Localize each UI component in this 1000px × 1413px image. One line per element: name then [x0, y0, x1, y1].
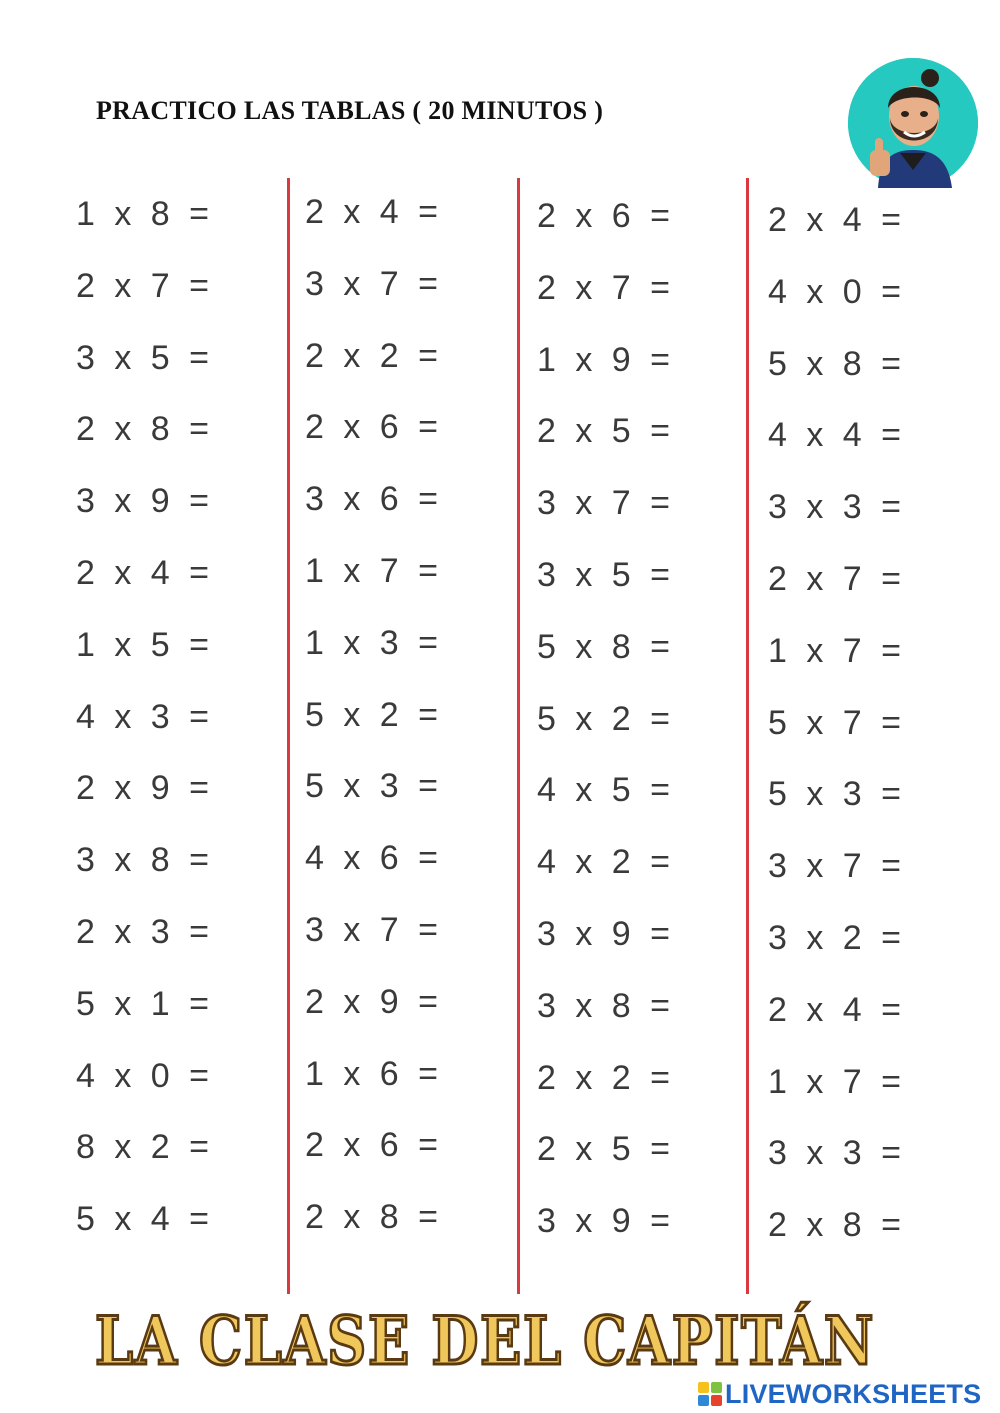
multiplication-problem: 1 x 7 = — [768, 1063, 907, 1101]
multiplication-problem: 4 x 5 = — [537, 771, 676, 809]
multiplication-problem: 1 x 3 = — [305, 624, 444, 662]
multiplication-problem: 3 x 7 = — [537, 484, 676, 522]
column-divider — [517, 178, 520, 1294]
multiplication-problem: 5 x 2 = — [537, 700, 676, 738]
multiplication-problem: 3 x 9 = — [76, 482, 215, 520]
multiplication-problem: 5 x 1 = — [76, 985, 215, 1023]
multiplication-problem: 2 x 6 = — [537, 197, 676, 235]
multiplication-problem: 2 x 4 = — [76, 554, 215, 592]
column-divider — [746, 178, 749, 1294]
liveworksheets-logo-icon — [698, 1382, 722, 1406]
multiplication-problem: 4 x 0 = — [76, 1057, 215, 1095]
multiplication-problem: 3 x 7 = — [305, 265, 444, 303]
multiplication-problem: 5 x 4 = — [76, 1200, 215, 1238]
multiplication-problem: 2 x 4 = — [305, 193, 444, 231]
multiplication-problem: 2 x 6 = — [305, 1126, 444, 1164]
multiplication-problem: 3 x 8 = — [76, 841, 215, 879]
multiplication-problem: 4 x 6 = — [305, 839, 444, 877]
multiplication-problem: 2 x 5 = — [537, 1130, 676, 1168]
multiplication-problem: 3 x 5 = — [537, 556, 676, 594]
multiplication-problem: 3 x 5 = — [76, 339, 215, 377]
multiplication-problem: 3 x 6 = — [305, 480, 444, 518]
multiplication-problem: 2 x 8 = — [305, 1198, 444, 1236]
multiplication-problem: 1 x 5 = — [76, 626, 215, 664]
column-divider — [287, 178, 290, 1294]
multiplication-problem: 5 x 7 = — [768, 704, 907, 742]
multiplication-problem: 2 x 5 = — [537, 412, 676, 450]
multiplication-problem: 2 x 9 = — [76, 769, 215, 807]
multiplication-problem: 4 x 2 = — [537, 843, 676, 881]
multiplication-problem: 2 x 2 = — [537, 1059, 676, 1097]
multiplication-problem: 8 x 2 = — [76, 1128, 215, 1166]
multiplication-problem: 3 x 8 = — [537, 987, 676, 1025]
multiplication-problem: 3 x 3 = — [768, 1134, 907, 1172]
multiplication-problem: 2 x 3 = — [76, 913, 215, 951]
svg-text:LA CLASE DEL CAPITÁN: LA CLASE DEL CAPITÁN — [95, 1302, 875, 1380]
multiplication-problem: 1 x 6 = — [305, 1055, 444, 1093]
multiplication-problem: 5 x 3 = — [768, 775, 907, 813]
multiplication-problem: 1 x 7 = — [305, 552, 444, 590]
multiplication-problem: 3 x 9 = — [537, 915, 676, 953]
multiplication-problem: 5 x 8 = — [537, 628, 676, 666]
multiplication-problem: 1 x 9 = — [537, 341, 676, 379]
multiplication-problem: 5 x 2 = — [305, 696, 444, 734]
multiplication-problem: 2 x 8 = — [768, 1206, 907, 1244]
multiplication-problem: 2 x 2 = — [305, 337, 444, 375]
multiplication-problem: 2 x 9 = — [305, 983, 444, 1021]
page-title: PRACTICO LAS TABLAS ( 20 MINUTOS ) — [96, 96, 604, 125]
multiplication-problem: 4 x 0 = — [768, 273, 907, 311]
multiplication-problem: 3 x 2 = — [768, 919, 907, 957]
multiplication-problem: 2 x 6 = — [305, 408, 444, 446]
multiplication-problem: 1 x 8 = — [76, 195, 215, 233]
avatar-thumbs-up-icon — [848, 58, 978, 188]
multiplication-problem: 3 x 9 = — [537, 1202, 676, 1240]
liveworksheets-watermark: LIVEWORKSHEETS — [698, 1378, 981, 1410]
banner-logo — [90, 1300, 880, 1380]
multiplication-problem: 2 x 8 = — [76, 410, 215, 448]
multiplication-problem: 2 x 7 = — [76, 267, 215, 305]
multiplication-problem: 2 x 7 = — [537, 269, 676, 307]
multiplication-problem: 3 x 3 = — [768, 488, 907, 526]
multiplication-problem: 5 x 8 = — [768, 345, 907, 383]
multiplication-problem: 4 x 3 = — [76, 698, 215, 736]
multiplication-problem: 4 x 4 = — [768, 416, 907, 454]
multiplication-problem: 2 x 4 = — [768, 991, 907, 1029]
multiplication-problem: 1 x 7 = — [768, 632, 907, 670]
multiplication-problem: 2 x 4 = — [768, 201, 907, 239]
multiplication-problem: 3 x 7 = — [768, 847, 907, 885]
multiplication-problem: 5 x 3 = — [305, 767, 444, 805]
multiplication-problem: 3 x 7 = — [305, 911, 444, 949]
multiplication-problem: 2 x 7 = — [768, 560, 907, 598]
